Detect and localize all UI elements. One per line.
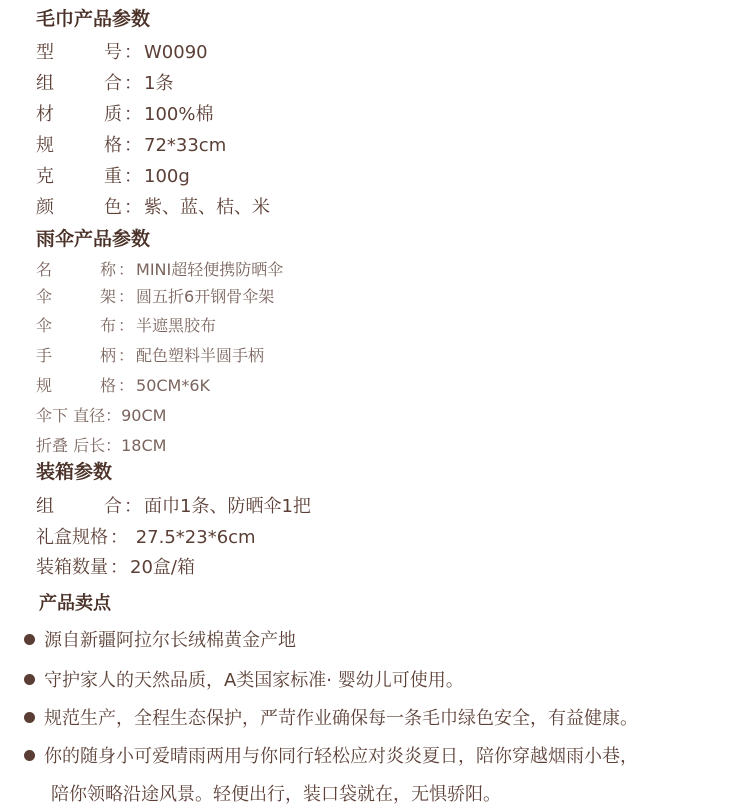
towel-value: 1条	[144, 73, 174, 94]
packing-value: 27.5*23*6cm	[130, 527, 256, 548]
separator: ：	[110, 527, 128, 548]
umbrella-label: 伞布	[36, 316, 116, 335]
separator: ：	[105, 406, 122, 425]
towel-value: 紫、蓝、桔、米	[144, 197, 270, 218]
umbrella-row-diameter	[36, 403, 166, 426]
towel-heading: 毛巾产品参数	[36, 8, 151, 30]
towel-label: 克重	[36, 166, 122, 187]
selling-point-text: 规范生产，全程生态保护，严苛作业确保每一条毛巾绿色安全，有益健康。	[44, 708, 638, 729]
umbrella-row-spec	[36, 373, 210, 396]
umbrella-label: 伞下 直径	[36, 406, 106, 425]
umbrella-label: 规格	[36, 376, 116, 395]
bullet-dot-icon	[24, 712, 35, 723]
towel-label: 颜色	[36, 197, 122, 218]
separator: ：	[118, 316, 135, 335]
separator: ：	[124, 135, 142, 156]
selling-point	[24, 666, 464, 692]
packing-row-quantity	[36, 553, 195, 579]
packing-row-box-size	[36, 523, 256, 549]
separator: ：	[124, 104, 142, 125]
towel-value: 72*33cm	[144, 135, 227, 156]
packing-label: 装箱数量	[36, 557, 108, 578]
bullet-dot-icon	[24, 634, 35, 645]
selling-point	[24, 742, 638, 768]
bullet-dot-icon	[24, 674, 35, 685]
umbrella-row-name	[36, 257, 283, 280]
towel-value: W0090	[144, 42, 208, 63]
umbrella-value: 半遮黑胶布	[136, 316, 217, 335]
umbrella-row-folded-length	[36, 433, 166, 456]
towel-label: 规格	[36, 135, 122, 156]
separator: ：	[110, 557, 128, 578]
selling-point	[24, 704, 638, 730]
separator: ：	[124, 197, 142, 218]
separator: ：	[124, 42, 142, 63]
umbrella-label: 伞架	[36, 287, 116, 306]
separator: ：	[118, 376, 135, 395]
selling-point-text: 源自新疆阿拉尔长绒棉黄金产地	[44, 630, 296, 651]
towel-value: 100g	[144, 166, 190, 187]
umbrella-value: 配色塑料半圆手柄	[136, 346, 265, 365]
packing-label: 组合	[36, 496, 122, 517]
separator: ：	[118, 260, 135, 279]
towel-row-weight	[36, 162, 190, 188]
umbrella-label: 折叠 后长	[36, 436, 106, 455]
towel-row-model	[36, 38, 208, 64]
towel-row-combo	[36, 69, 173, 95]
umbrella-label: 名称	[36, 260, 116, 279]
umbrella-value: 圆五折6开钢骨伞架	[136, 287, 275, 306]
packing-label: 礼盒规格	[36, 527, 108, 548]
packing-row-combo	[36, 492, 311, 518]
towel-row-size	[36, 131, 226, 157]
separator: ：	[118, 287, 135, 306]
towel-value: 100%棉	[144, 104, 214, 125]
bullet-dot-icon	[24, 750, 35, 761]
selling-point	[24, 626, 296, 652]
separator: ：	[124, 166, 142, 187]
selling-point-text: 你的随身小可爱晴雨两用与你同行轻松应对炎炎夏日，陪你穿越烟雨小巷，	[44, 746, 638, 767]
separator: ：	[124, 496, 142, 517]
towel-label: 组合	[36, 73, 122, 94]
umbrella-value: 18CM	[121, 436, 167, 455]
umbrella-heading: 雨伞产品参数	[36, 228, 151, 250]
packing-value: 20盒/箱	[130, 557, 195, 578]
separator: ：	[105, 436, 122, 455]
umbrella-value: 50CM*6K	[136, 376, 211, 395]
selling-heading: 产品卖点	[39, 593, 111, 614]
umbrella-label: 手柄	[36, 346, 116, 365]
selling-point-text: 守护家人的天然品质，A类国家标准· 婴幼儿可使用。	[44, 670, 464, 691]
selling-point-continuation: 陪你领略沿途风景。轻便出行，装口袋就在，无惧骄阳。	[51, 784, 501, 805]
separator: ：	[118, 346, 135, 365]
towel-row-color	[36, 193, 270, 219]
towel-label: 型号	[36, 42, 122, 63]
packing-value: 面巾1条、防晒伞1把	[144, 496, 311, 517]
towel-row-material	[36, 100, 213, 126]
separator: ：	[124, 73, 142, 94]
umbrella-value: 90CM	[121, 406, 167, 425]
umbrella-row-fabric	[36, 313, 216, 336]
packing-heading: 装箱参数	[36, 461, 113, 483]
umbrella-row-frame	[36, 284, 274, 307]
umbrella-value: MINI超轻便携防晒伞	[136, 260, 284, 279]
towel-label: 材质	[36, 104, 122, 125]
umbrella-row-handle	[36, 343, 264, 366]
